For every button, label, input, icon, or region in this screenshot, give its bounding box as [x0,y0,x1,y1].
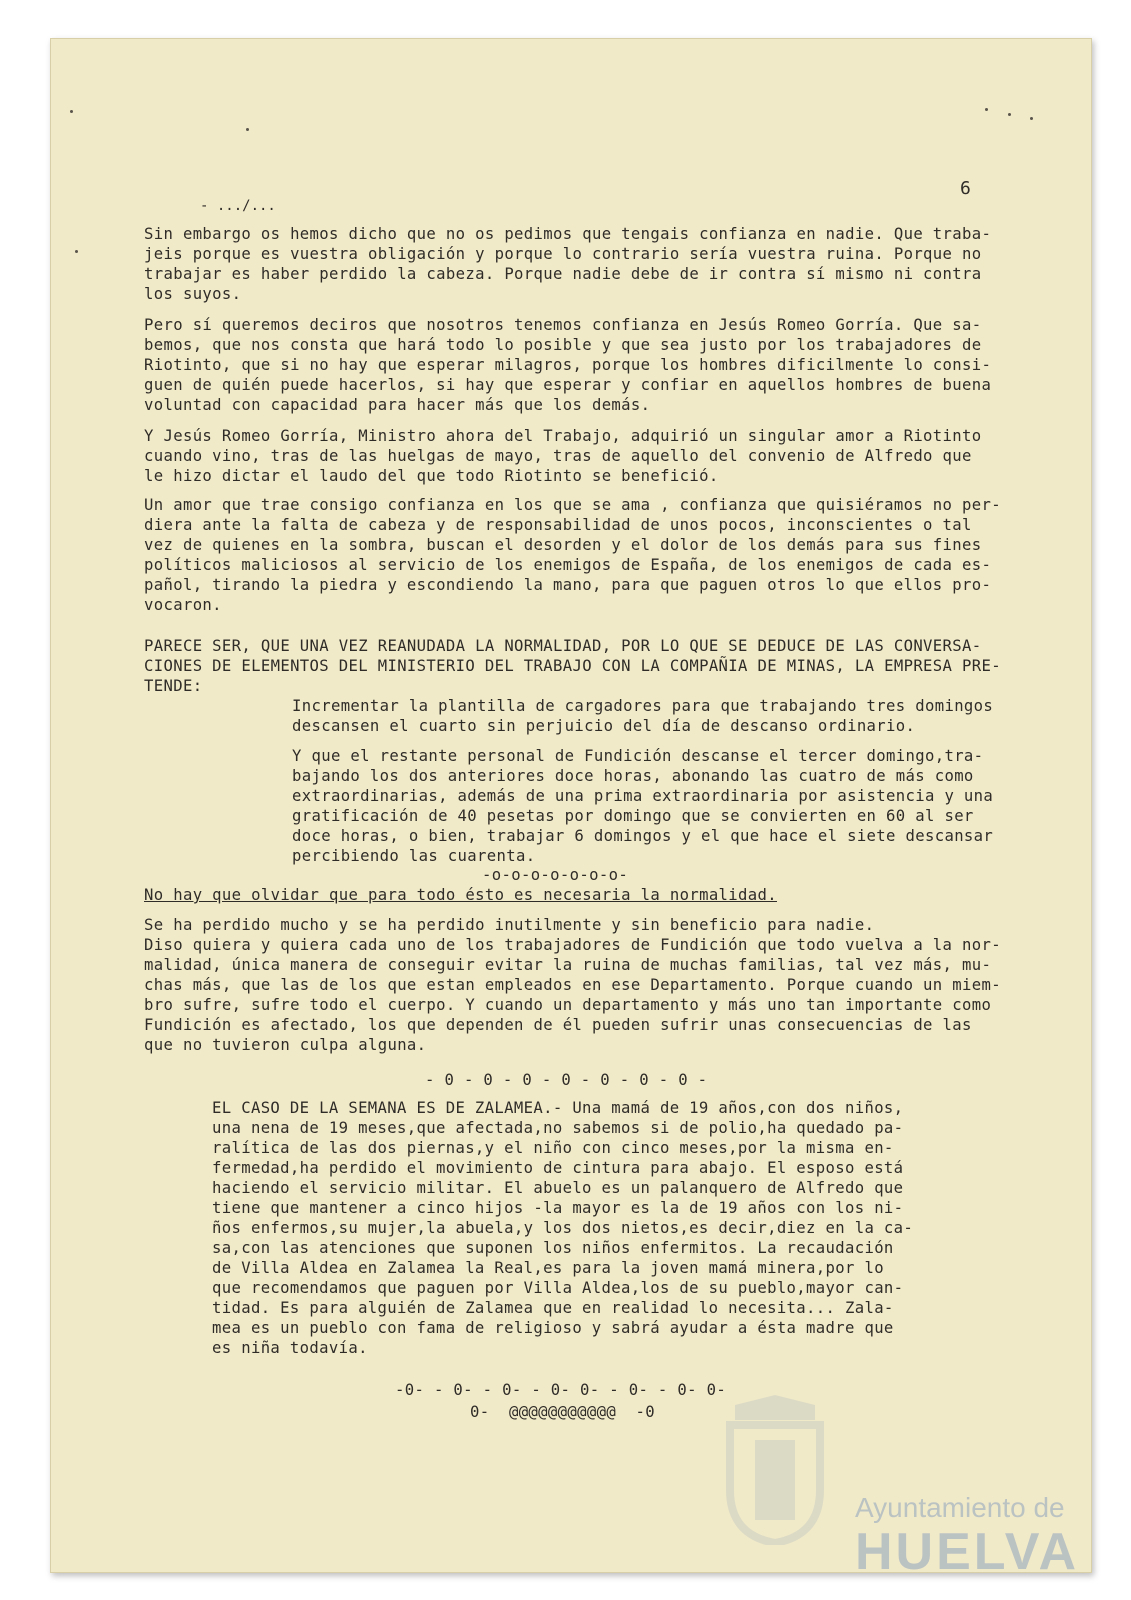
text-line: que no tuvieron culpa alguna. [144,1036,427,1054]
text-line: Un amor que trae consigo confianza en los que se ama , confianza que quisiéramos no per- [144,496,1001,514]
indented-line: extraordinarias, además de una prima extraordinaria por asistencia y una [292,787,994,805]
text-line: trabajar es haber perdido la cabeza. Porque nadie debe de ir contra sí mismo ni contra [144,265,982,283]
underlined-statement: No hay que olvidar que para todo ésto es necesaria la normalidad. [144,886,777,904]
case-line: de Villa Aldea en Zalamea la Real,es para la joven mamá minera,por lo [212,1259,884,1277]
text-line: los suyos. [144,285,242,303]
text-line: vez de quienes en la sombra, buscan el desorden y el dolor de los demás para sus fines [144,536,982,554]
text-line: vocaron. [144,596,222,614]
separator: -o-o-o-o-o-o-o- [482,866,629,884]
case-line: es niña todavía. [212,1339,368,1357]
text-line: le hizo dictar el laudo del que todo Riotinto se benefició. [144,467,719,485]
indented-line: percibiendo las cuarenta. [292,847,536,865]
text-line: Diso quiera y quiera cada uno de los trabajadores de Fundición que todo vuelva a la nor- [144,936,1001,954]
separator: 0- @@@@@@@@@@@ -0 [470,1403,656,1421]
text-line: pañol, tirando la piedra y escondiendo la mano, para que paguen otros lo que ellos pro- [144,576,992,594]
text-line: bro sufre, sufre todo el cuerpo. Y cuando un departamento y más uno tan importante como [144,996,992,1014]
case-line: sa,con las atenciones que suponen los niños enfermitos. La recaudación [212,1239,894,1257]
indented-line: gratificación de 40 pesetas por domingo que se convierten en 60 al ser [292,807,974,825]
text-line: voluntad con capacidad para hacer más que los demás. [144,396,651,414]
case-line: fermedad,ha perdido el movimiento de cintura para abajo. El esposo está [212,1159,904,1177]
watermark-text: HUELVA [855,1523,1080,1581]
text-line: chas más, que las de los que estan empleados en ese Departamento. Porque cuando un miem- [144,976,1001,994]
indented-line: bajando los dos anteriores doce horas, abonando las cuatro de más como [292,767,974,785]
text-line: Fundición es afectado, los que dependen de él pueden sufrir unas consecuencias de las [144,1016,972,1034]
case-line: tidad. Es para alguién de Zalamea que en realidad lo necesita... Zala- [212,1299,894,1317]
text-line: PARECE SER, QUE UNA VEZ REANUDADA LA NORMALIDAD, POR LO QUE SE DEDUCE DE LAS CONVERSA- [144,637,982,655]
text-line: Se ha perdido mucho y se ha perdido inutilmente y sin beneficio para nadie. [144,916,875,934]
text-line: políticos maliciosos al servicio de los enemigos de España, de los enemigos de cada es- [144,556,992,574]
text-line: malidad, única manera de conseguir evitar la ruina de muchas familias, tal vez más, mu- [144,956,992,974]
text-line: cuando vino, tras de las huelgas de mayo, tras de aquello del convenio de Alfredo que [144,447,972,465]
text-line: Riotinto, que si no hay que esperar milagros, porque los hombres dificilmente lo consi- [144,356,992,374]
text-line: Sin embargo os hemos dicho que no os pedimos que tengais confianza en nadie. Que traba- [144,225,992,243]
page-number: 6 [960,178,971,199]
coat-of-arms-watermark-icon [715,1395,835,1545]
indented-line: doce horas, o bien, trabajar 6 domingos y el que hace el siete descansar [292,827,994,845]
case-line: ños enfermos,su mujer,la abuela,y los dos nietos,es decir,diez en la ca- [212,1219,914,1237]
text-line: guen de quién puede hacerlos, si hay que esperar y confiar en aquellos hombres de buena [144,376,992,394]
indented-line: descansen el cuarto sin perjuicio del día de descanso ordinario. [292,717,916,735]
text-line: Y Jesús Romeo Gorría, Ministro ahora del Trabajo, adquirió un singular amor a Riotinto [144,427,982,445]
case-line: mea es un pueblo con fama de religioso y sabrá ayudar a ésta madre que [212,1319,894,1337]
case-line: tiene que mantener a cinco hijos -la mayor es la de 19 años con los ni- [212,1199,904,1217]
text-line: CIONES DE ELEMENTOS DEL MINISTERIO DEL TRABAJO CON LA COMPAÑIA DE MINAS, LA EMPRESA PRE- [144,657,1001,675]
text-line: diera ante la falta de cabeza y de responsabilidad de unos pocos, inconscientes o tal [144,516,972,534]
text-line: TENDE: [144,677,203,695]
indented-line: Incrementar la plantilla de cargadores para que trabajando tres domingos [292,697,994,715]
text-line: Pero sí queremos deciros que nosotros tenemos confianza en Jesús Romeo Gorría. Que sa- [144,316,982,334]
case-line: ralítica de las dos piernas,y el niño con cinco meses,por la misma en- [212,1139,894,1157]
watermark-text: Ayuntamiento de [855,1492,1065,1523]
indented-line: Y que el restante personal de Fundición descanse el tercer domingo,tra- [292,747,984,765]
case-line: una nena de 19 meses,que afectada,no sabemos si de polio,ha quedado pa- [212,1119,904,1137]
case-line: que recomendamos que paguen por Villa Aldea,los de su pueblo,mayor can- [212,1279,904,1297]
separator: -0- - 0- - 0- - 0- 0- - 0- - 0- 0- [395,1381,727,1399]
text-line: jeis porque es vuestra obligación y porque lo contrario sería vuestra ruina. Porque no [144,245,982,263]
case-line: haciendo el servicio militar. El abuelo es un palanquero de Alfredo que [212,1179,904,1197]
case-line: EL CASO DE LA SEMANA ES DE ZALAMEA.- Una mamá de 19 años,con dos niños, [212,1099,904,1117]
text-line: bemos, que nos consta que hará todo lo posible y que sea justo por los trabajadores de [144,336,982,354]
separator: - 0 - 0 - 0 - 0 - 0 - 0 - 0 - [425,1071,708,1089]
continuation-mark: - .../... [200,198,276,214]
